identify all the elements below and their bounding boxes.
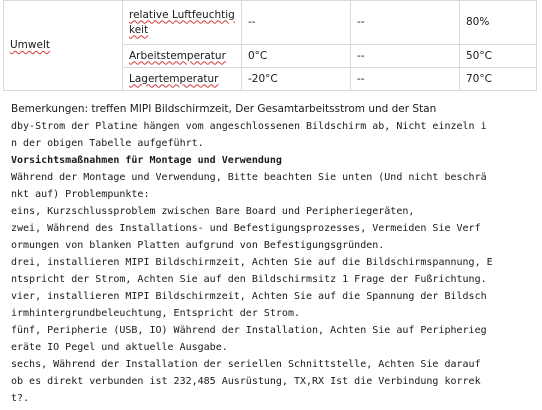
remarks-line: eräte IO Pegel und aktuelle Ausgabe. <box>11 342 228 353</box>
remarks-line: ob es direkt verbunden ist 232,485 Ausrüstung, TX,RX Ist die Verbindung korrek <box>11 376 481 387</box>
precautions-heading: Vorsichtsmaßnahmen für Montage und Verwendung <box>11 155 282 166</box>
param-label-line1: relative Luftfeuchtig <box>129 8 235 21</box>
remarks-line: zwei, Während des Installations- und Befestigungsprozesses, Vermeiden Sie Verf <box>11 223 481 234</box>
remarks-line: dby-Strom der Platine hängen vom angeschlossenen Bildschirm ab, Nicht einzeln i <box>11 121 487 132</box>
remarks-line: drei, installieren MIPI Bildschirmzeit, Achten Sie auf die Bildschirmspannung, E <box>11 257 493 268</box>
remarks-line: ormungen von blanken Platten aufgrund von Befestigungsgründen. <box>11 240 385 251</box>
remarks-line: Bemerkungen: treffen MIPI Bildschirmzeit, Der Gesamtarbeitsstrom und der Stan <box>11 103 437 115</box>
param-cell-storage-temp <box>123 68 242 91</box>
remarks-line: eins, Kurzschlussproblem zwischen Bare Board und Peripheriegeräten, <box>11 206 415 217</box>
min-cell: -20°C <box>242 68 351 91</box>
remarks-line: nkt auf) Problempunkte: <box>11 189 150 200</box>
group-label: Umwelt <box>10 39 50 51</box>
typ-cell: -- <box>351 45 460 68</box>
param-label-line2: keit <box>129 23 149 36</box>
param-label: Arbeitstemperatur <box>129 49 226 62</box>
remarks-block <box>11 101 539 407</box>
remarks-line: t?. <box>11 393 30 404</box>
max-cell: 50°C <box>460 45 537 68</box>
max-cell: 80% <box>460 1 537 45</box>
max-cell: 70°C <box>460 68 537 91</box>
remarks-line: fünf, Peripherie (USB, IO) Während der Installation, Achten Sie auf Peripherieg <box>11 325 487 336</box>
param-cell-humidity <box>123 1 242 45</box>
typ-cell: -- <box>351 1 460 45</box>
min-cell: -- <box>242 1 351 45</box>
remarks-line: irmhintergrundbeleuchtung, Entspricht der Strom. <box>11 308 300 319</box>
environment-spec-table <box>3 0 537 91</box>
remarks-line: sechs, Während der Installation der seriellen Schnittstelle, Achten Sie darauf <box>11 359 481 370</box>
remarks-line: Während der Montage und Verwendung, Bitte beachten Sie unten (Und nicht beschrä <box>11 172 487 183</box>
remarks-line: vier, installieren MIPI Bildschirmzeit, Achten Sie auf die Spannung der Bildsch <box>11 291 487 302</box>
group-cell-umwelt <box>4 1 123 91</box>
remarks-line: n der obigen Tabelle aufgeführt. <box>11 138 204 149</box>
param-label: Lagertemperatur <box>129 72 219 85</box>
param-cell-work-temp <box>123 45 242 68</box>
typ-cell: -- <box>351 68 460 91</box>
min-cell: 0°C <box>242 45 351 68</box>
remarks-line: ntspricht der Strom, Achten Sie auf den Bildschirmsitz 1 Frage der Fußrichtung. <box>11 274 487 285</box>
